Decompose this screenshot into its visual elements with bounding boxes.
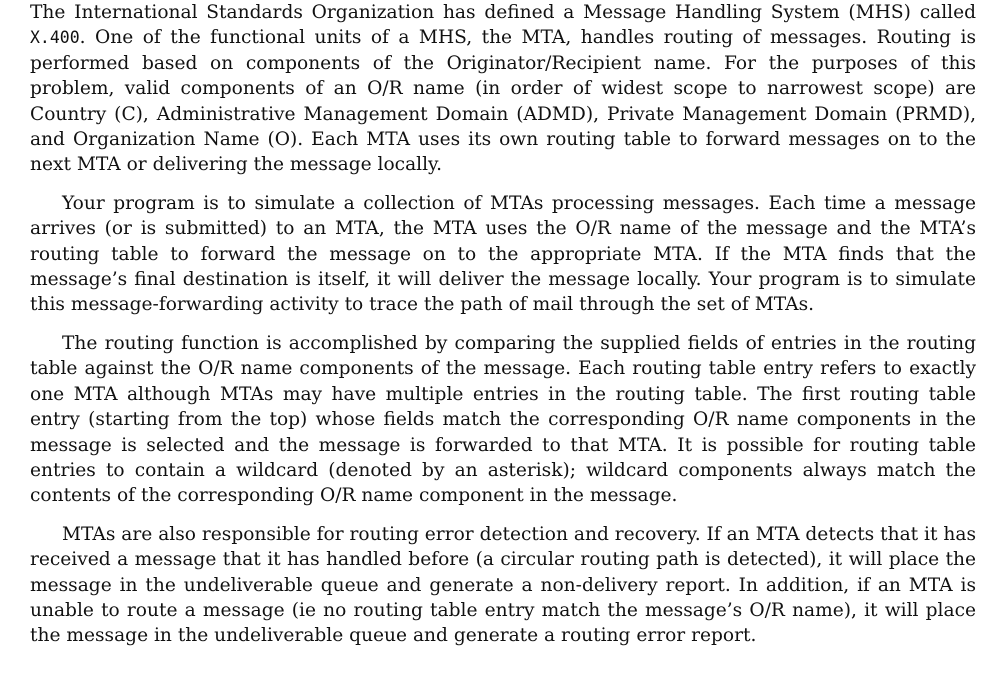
intro-text-before: The International Standards Organization has defined a Message Handling System (MHS) called [30,2,976,23]
paragraph-simulation: Your program is to simulate a collection of MTAs processing messages. Each time a message arrives (or is submitted) to an MTA, the MTA uses the O/R name of the message and the MTA’s routing table to forward the message on to the appropriate MTA. If the MTA finds that the message’s final destination is itself, it will deliver the message locally. Your program is to simulate this message-forwarding activity to trace the path of mail through the set of MTAs. [30,192,976,316]
intro-text-after: . One of the functional units of a MHS, the MTA, handles routing of messages. Routing is performed based on components of the Originator/Recipient name. For the purposes of this problem, valid components of an O/R name (in order of widest scope to narrowest scope) are Country (C), Administrative Management Domain (ADMD), Private Management Domain (PRMD), and Organization Name (O). Each MTA uses its own routing table to forward messages on to the next MTA or delivering the message locally. [30,27,976,176]
paragraph-error-handling: MTAs are also responsible for routing error detection and recovery. If an MTA detects that it has received a message that it has handled before (a circular routing path is detected), it will place the message in the undeliverable queue and generate a non-delivery report. In addition, if an MTA is unable to route a message (ie no routing table entry match the message’s O/R name), it will place the message in the undeliverable queue and generate a routing error report. [30,523,976,647]
paragraph-intro [30,0,976,178]
paragraph-routing-function: The routing function is accomplished by comparing the supplied fields of entries in the routing table against the O/R name components of the message. Each routing table entry refers to exactly one MTA although MTAs may have multiple entries in the routing table. The first routing table entry (starting from the top) whose fields match the corresponding O/R name components in the message is selected and the message is forwarded to that MTA. It is possible for routing table entries to contain a wildcard (denoted by an asterisk); wildcard components always match the contents of the corresponding O/R name component in the message. [30,332,976,507]
problem-statement [30,0,976,662]
standard-code: X.400 [30,28,80,48]
